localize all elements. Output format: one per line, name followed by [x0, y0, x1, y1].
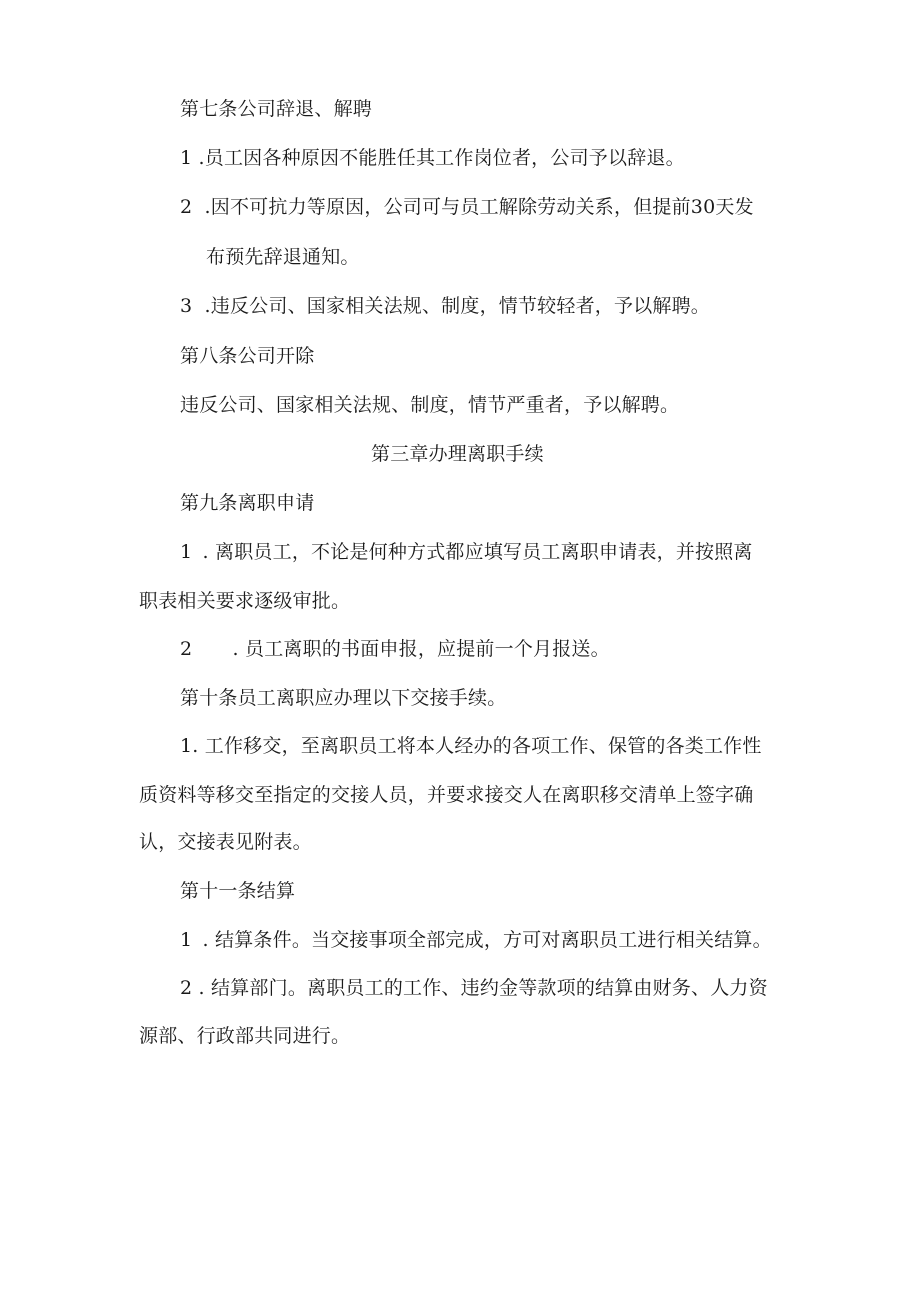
- article9-heading: 第九条离职申请: [180, 492, 315, 514]
- item-text: .因不可抗力等原因，公司可与员工解除劳动关系，但提前30天发: [204, 196, 754, 218]
- article11-item-1: [180, 928, 772, 952]
- article10-heading: 第十条员工离职应办理以下交接手续。: [180, 687, 507, 709]
- article10-item-1-line-1: 1. 工作移交，至离职员工将本人经办的各项工作、保管的各类工作性: [180, 735, 762, 757]
- item-number: 2: [180, 977, 193, 999]
- chapter3-heading: 第三章办理离职手续: [371, 443, 544, 465]
- item-text: . 离职员工，不论是何种方式都应填写员工离职申请表，并按照离: [202, 541, 753, 563]
- item-number: 2: [180, 638, 193, 660]
- item-text: . 员工离职的书面申报，应提前一个月报送。: [232, 638, 610, 660]
- article11-heading: 第十一条结算: [180, 880, 296, 902]
- article10-item-1-line-3: 认，交接表见附表。: [139, 831, 312, 853]
- article10-item-1-line-2: 质资料等移交至指定的交接人员，并要求接交人在离职移交清单上签字确: [139, 784, 754, 806]
- article11-item-2-continuation: 源部、行政部共同进行。: [139, 1025, 351, 1047]
- article11-item-2: [180, 976, 768, 1000]
- item-number: 3: [180, 295, 193, 317]
- article7-item-1: [180, 146, 685, 170]
- article9-item-1-continuation: 职表相关要求逐级审批。: [139, 590, 351, 612]
- article8-heading: 第八条公司开除: [180, 345, 315, 367]
- article8-text: 违反公司、国家相关法规、制度，情节严重者，予以解聘。: [180, 394, 680, 416]
- article7-item-3: [180, 294, 710, 318]
- item-text: . 结算部门。离职员工的工作、违约金等款项的结算由财务、人力资: [198, 977, 768, 999]
- item-number: 2: [180, 196, 193, 218]
- item-text: .员工因各种原因不能胜任其工作岗位者，公司予以辞退。: [198, 147, 685, 169]
- article7-item-2-continuation: 布预先辞退通知。: [206, 246, 360, 268]
- item-number: 1: [180, 147, 193, 169]
- item-text: . 结算条件。当交接事项全部完成，方可对离职员工进行相关结算。: [202, 929, 772, 951]
- article7-item-2: [180, 195, 754, 219]
- item-text: .违反公司、国家相关法规、制度，情节较轻者，予以解聘。: [204, 295, 710, 317]
- item-number: 1: [180, 929, 193, 951]
- article9-item-1: [180, 540, 753, 564]
- article9-item-2: [180, 637, 610, 661]
- article7-heading: 第七条公司辞退、解聘: [180, 98, 373, 120]
- item-number: 1: [180, 541, 193, 563]
